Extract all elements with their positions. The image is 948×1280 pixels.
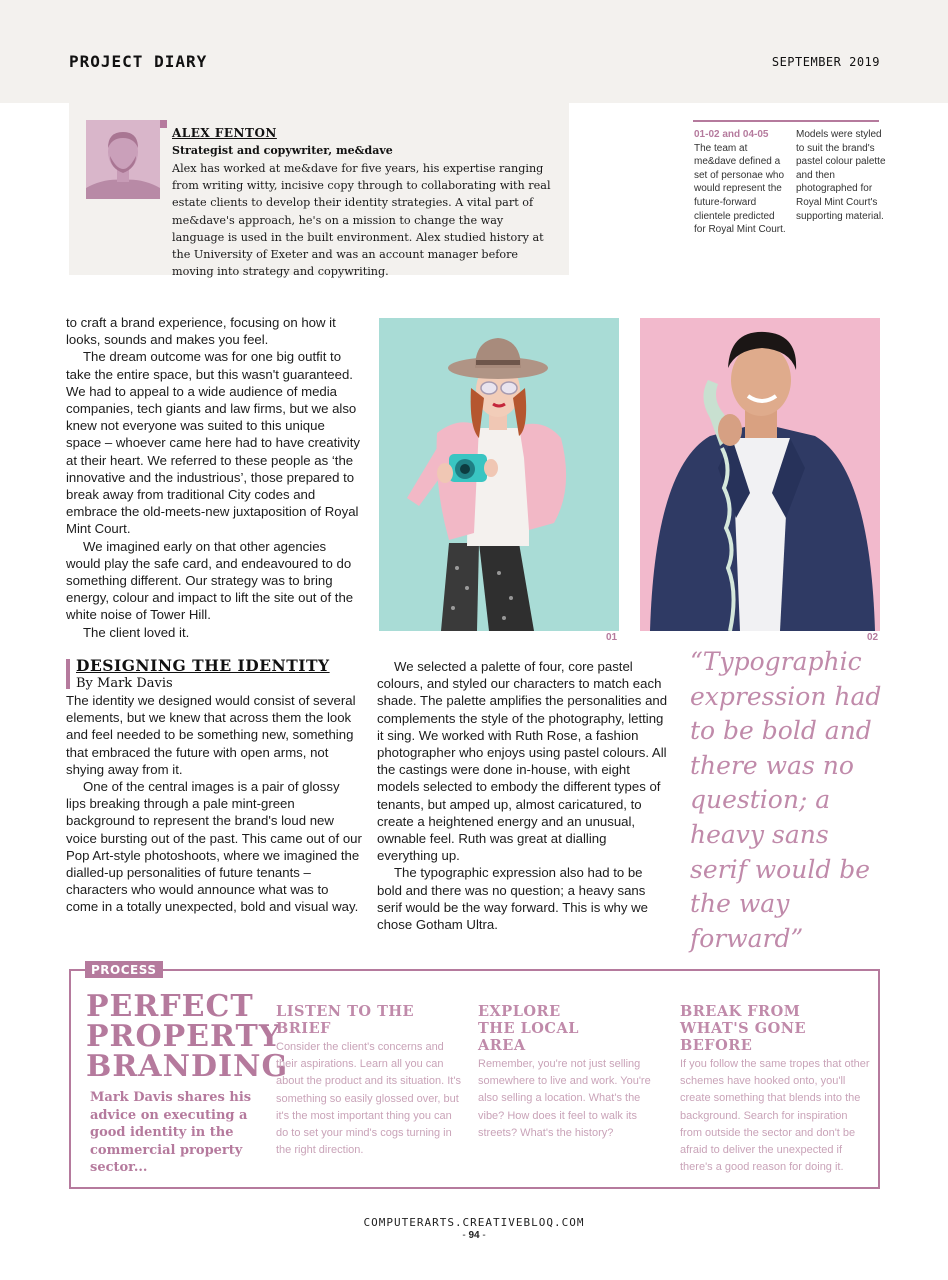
caption-second: Models were styled to suit the brand's pastel colour palette and then photographed for Royal Mint Court's supporting material. xyxy=(796,129,886,222)
paragraph: We selected a palette of four, core pastel colours, and styled our characters to match each shade. The palette amplifies the personalities and complements the style of the photography, letting it sing. We worked with Ruth Rose, a fashion photographer who enjoys using pastel colours. All the castings were done in-house, with eight models selected to embody the different types of tenants, but amped up, almost caricatured, to create a heightened energy and an unusual, ownable feel. Ruth was great at dialling everything up. xyxy=(377,659,668,864)
process-step-heading: EXPLORE THE LOCAL AREA xyxy=(478,1003,579,1054)
paragraph: The identity we designed would consist of several elements, but we knew that across them the look and feel needed to be something new, something that embraced the future with open arms, not shying away from it. xyxy=(66,693,356,777)
article-column-2 xyxy=(377,658,669,933)
process-step-text: Consider the client's concerns and their aspirations. Learn all you can about the product and its situation. It's something so easily glossed over, but it's the most important thing you can do to set your mind's cogs turning in the right direction. xyxy=(276,1041,461,1157)
paragraph: The dream outcome was for one big outfit to take the entire space, but this wasn't guaranteed. We had to appeal to a wide audience of media companies, tech giants and law firms, but we also knew not everyone was suited to this unique space – whoever came here had to have creativity at their heart. We referred to these people as ‘the innovative and the industrious’, those prepared to break away from traditional City codes and embrace the old-meets-new juxtaposition of Royal Mint Court. xyxy=(66,349,360,537)
pull-quote: “Typographic expression had to be bold and there was no question; a heavy sans serif would be the way forward” xyxy=(690,647,882,953)
process-tag: PROCESS xyxy=(85,961,163,978)
author-bio-box xyxy=(69,103,569,279)
photo-number: 02 xyxy=(867,632,879,643)
page-suffix: - xyxy=(479,1230,486,1241)
photo-number: 01 xyxy=(606,632,618,643)
process-subtitle: Mark Davis shares his advice on executing a good identity in the commercial property sector... xyxy=(90,1090,252,1176)
issue-date: SEPTEMBER 2019 xyxy=(771,55,880,69)
caption-label: 01-02 and 04-05 xyxy=(694,129,769,140)
section-heading: DESIGNING THE IDENTITY xyxy=(76,656,330,675)
photo-man-with-phone xyxy=(640,318,880,631)
footer-url: COMPUTERARTS.CREATIVEBLOQ.COM xyxy=(363,1216,585,1229)
paragraph: One of the central images is a pair of glossy lips breaking through a pale mint-green background to represent the brand's loud new voice bursting out of the past. This came out of our Pop Art-style photoshoots, where we imagined the dialled-up personalities of future tenants – characters who would announce what was to come in a totally unexpected, bold and visual way. xyxy=(66,779,362,915)
author-name: ALEX FENTON xyxy=(172,126,277,140)
caption-rule xyxy=(693,120,879,122)
page-prefix: - xyxy=(462,1230,469,1241)
author-bio-text: Alex has worked at me&dave for five years, his expertise ranging from writing witty, incisive copy through to collaborating with real estate clients to develop their identity strategies. A vital part of me&dave's approach, he's on a mission to change the way language is used in the built environment. Alex studied history at the University of Exeter and was an account manager before moving into strategy and copywriting. xyxy=(172,162,551,279)
article-column-3 xyxy=(66,692,362,916)
process-step xyxy=(478,1003,668,1142)
section-byline: By Mark Davis xyxy=(76,676,173,691)
caption-first-text: The team at me&dave defined a set of personae who would represent the future-forward clientele predicted for Royal Mint Court. xyxy=(694,142,786,236)
bio-accent-mark xyxy=(160,120,167,128)
process-step xyxy=(276,1003,466,1159)
page-number-value: 94 xyxy=(468,1230,480,1241)
paragraph: to craft a brand experience, focusing on how it looks, sounds and makes you feel. xyxy=(66,315,336,348)
author-portrait xyxy=(86,120,160,199)
page-number xyxy=(0,1230,948,1241)
process-step-text: If you follow the same tropes that other schemes have hooked onto, you'll create something that blends into the background. Search for inspiration from outside the sector and don't be afraid to deliver the unexpected if there's a good reason for doing it. xyxy=(680,1058,870,1174)
process-step xyxy=(680,1003,870,1176)
process-step-heading: BREAK FROM WHAT'S GONE BEFORE xyxy=(680,1003,807,1054)
article-column-1 xyxy=(66,314,362,641)
paragraph: The client loved it. xyxy=(83,624,190,640)
process-step-text: Remember, you're not just selling somewhere to live and work. You're also selling a location. What's the vibe? How does it feel to walk its streets? What's the history? xyxy=(478,1058,651,1139)
paragraph: We imagined early on that other agencies would play the safe card, and endeavoured to do something different. Our strategy was to bring energy, colour and impact to lift the site out of the white noise of Tower Hill. xyxy=(66,538,354,623)
paragraph: The typographic expression also had to be bold and there was no question; a heavy sans serif would be the way forward. This is why we chose Gotham Ultra. xyxy=(377,865,648,933)
author-role: Strategist and copywriter, me&dave xyxy=(172,144,393,157)
section-accent-bar xyxy=(66,659,70,689)
section-label: PROJECT DIARY xyxy=(69,52,208,71)
caption-first xyxy=(694,128,786,237)
process-title: PERFECT PROPERTY BRANDING xyxy=(86,989,289,1084)
process-step-heading: LISTEN TO THE BRIEF xyxy=(276,1003,415,1037)
photo-woman-with-camera xyxy=(379,318,619,631)
